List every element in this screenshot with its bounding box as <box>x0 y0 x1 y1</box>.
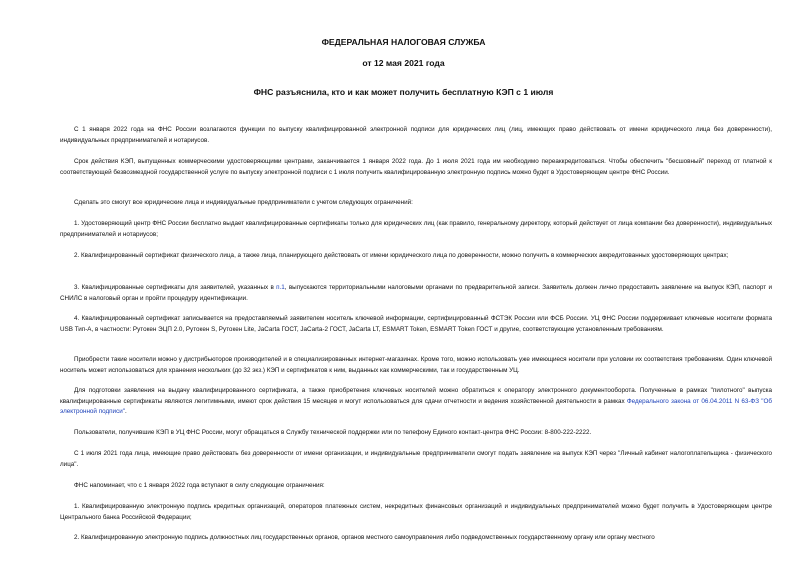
paragraph-7: 4. Квалифицированный сертификат записывается на предоставляемый заявителем носитель ключевой информации, сертифицированный ФСТЭК России или ФСБ России. УЦ ФНС России поддерживает ключевые носители формата USB Тип-А, в частности: Рутокен ЭЦП 2.0, Рутокен S, Рутокен Lite, JaCarta ГОСТ, JaCarta-2 ГОСТ, JaCarta LT, ESMART Token, ESMART Token ГОСТ и другие, соответствующие установленным требованиям. <box>60 315 772 333</box>
document-date: от 12 мая 2021 года <box>362 58 445 68</box>
paragraph-9-text-before: Для подготовки заявления на выдачу квалифицированного сертификата, а также приобретения ключевых носителей можно обратиться к оператору электронного документооборота. Полученные в рамках "пилотного" выпуска квалифицированные сертификаты являются легитимными, имеют срок действия 15 месяцев и могут использоваться для сдачи отчетности и ведения хозяйственной деятельности в рамках <box>60 387 772 405</box>
paragraph-8: Приобрести такие носители можно у дистрибьюторов производителей и в специализированных интернет-магазинах. Кроме того, можно использовать уже имеющиеся носители при условии их соответствия требованиям. Один ключевой носитель может использоваться для хранения нескольких (до 32 экз.) КЭП и сертификатов к ним, выданных как коммерческими, так и государственным УЦ. <box>60 356 772 374</box>
paragraph-1: С 1 января 2022 года на ФНС России возлагаются функции по выпуску квалифицированной электронной подписи для юридических лиц (лиц, имеющих право действовать от имени юридического лица без доверенности), индивидуальных предпринимателей и нотариусов. <box>60 126 772 144</box>
clause-1-link[interactable]: п.1 <box>276 284 285 291</box>
paragraph-4: 1. Удостоверяющий центр ФНС России бесплатно выдает квалифицированные сертификаты только для юридических лиц (как правило, генеральному директору, который действует от лица компании без доверенности), индивидуальных предпринимателей и нотариусов; <box>60 220 772 238</box>
paragraph-5: 2. Квалифицированный сертификат физического лица, а также лица, планирующего действовать от имени юридического лица по доверенности, можно получить в коммерческих аккредитованных удостоверяющих центрах; <box>74 252 729 259</box>
paragraph-6 <box>60 283 772 304</box>
paragraph-13: 1. Квалифицированную электронную подпись кредитных организаций, операторов платежных систем, некредитных финансовых организаций и индивидуальных предпринимателей можно будет получить в Удостоверяющем центре Центрального банка Российской Федерации; <box>60 503 772 521</box>
paragraph-6-text-before: 3. Квалифицированные сертификаты для заявителей, указанных в <box>74 284 277 291</box>
paragraph-10: Пользователи, получившие КЭП в УЦ ФНС России, могут обращаться в Службу технической поддержки или по телефону Единого контакт-центра ФНС России: 8-800-222-2222. <box>74 429 592 436</box>
agency-name: ФЕДЕРАЛЬНАЯ НАЛОГОВАЯ СЛУЖБА <box>321 37 486 47</box>
paragraph-3: Сделать это смогут все юридические лица и индивидуальные предприниматели с учетом следующих ограничений: <box>74 199 413 206</box>
paragraph-9-text-after: . <box>124 408 127 416</box>
paragraph-14: 2. Квалифицированную электронную подпись должностных лиц государственных органов, органов местного самоуправления либо подведомственных государственному органу или органу местного <box>74 534 655 541</box>
paragraph-11: С 1 июля 2021 года лица, имеющие право действовать без доверенности от имени организации, и индивидуальные предприниматели смогут подать заявление на выпуск КЭП через "Личный кабинет налогоплательщика - физического лица". <box>60 450 772 468</box>
paragraph-9 <box>60 386 772 418</box>
paragraph-12: ФНС напоминает, что с 1 января 2022 года вступают в силу следующие ограничения: <box>74 482 325 489</box>
paragraph-6-text-after: , выпускаются территориальными налоговыми органами по предварительной записи. Заявитель должен лично предоставить заявление на выпуск КЭП, паспорт и СНИЛС в налоговый орган и пройти процедуру идентификации. <box>60 284 772 302</box>
paragraph-2: Срок действия КЭП, выпущенных коммерческими удостоверяющими центрами, заканчивается 1 января 2022 года. До 1 июля 2021 года им необходимо переаккредитоваться. Чтобы обеспечить "бесшовный" переход от платной к соответствующей безвозмездной государственной услуге по выпуску электронной подписи с 1 июля получить квалифицированную электронную подпись можно будет в Удостоверяющем центре ФНС России. <box>60 158 772 176</box>
document-title: ФНС разъяснила, кто и как может получить бесплатную КЭП с 1 июля <box>253 87 554 97</box>
federal-law-link[interactable]: Федерального закона от 06.04.2011 N 63-ФЗ "Об электронной подписи" <box>60 397 772 416</box>
